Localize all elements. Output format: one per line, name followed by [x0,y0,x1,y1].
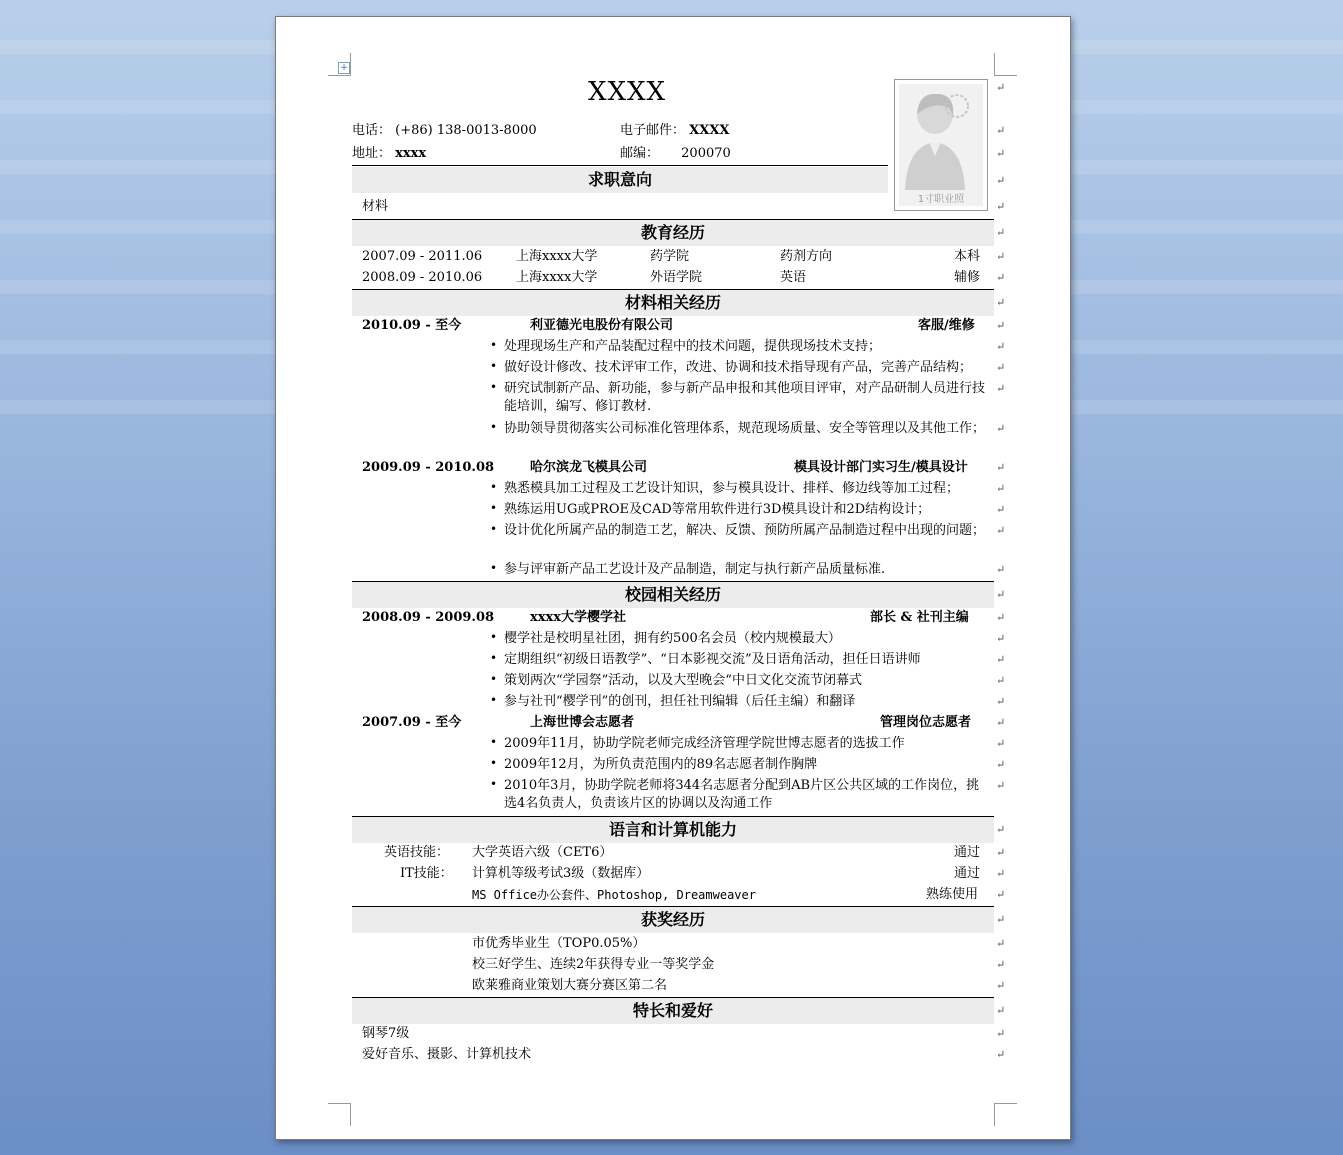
paragraph-mark-icon: ↵ [996,271,1006,284]
section-title-work: 材料相关经历 [352,290,994,316]
job-bullet: 设计优化所属产品的制造工艺，解决、反馈、预防所属产品制造过程中出现的问题； [504,523,986,538]
paragraph-mark-icon: ↵ [996,382,1006,395]
document-page[interactable] [275,16,1071,1140]
campus-bullet: 定期组织“初级日语教学”、“日本影视交流”及日语角活动，担任日语讲师 [504,652,921,667]
award-item: 校三好学生、连续2年获得专业一等奖学金 [472,957,715,972]
paragraph-mark-icon: ↵ [996,695,1006,708]
paragraph-mark-icon: ↵ [996,611,1006,624]
paragraph-mark-icon: ↵ [996,422,1006,435]
paragraph-mark-icon: ↵ [996,1004,1006,1017]
paragraph-mark-icon: ↵ [996,632,1006,645]
paragraph-mark-icon: ↵ [996,124,1006,137]
paragraph-mark-icon: ↵ [996,250,1006,263]
campus-period: 2008.09 - 2009.08 [362,610,495,625]
skill-item: 计算机等级考试3级（数据库） [472,866,650,881]
edu-period: 2007.09 - 2011.06 [362,249,483,264]
campus-role: 部长 & 社刊主编 [870,610,969,625]
job-bullet: 协助领导贯彻落实公司标准化管理体系，规范现场质量、安全等管理以及其他工作； [504,421,986,436]
email-row: 电子邮件： XXXX [620,123,730,138]
objective-content: 材料 [362,199,389,214]
bullet-icon: • [490,338,498,352]
paragraph-mark-icon: ↵ [996,147,1006,160]
bullet-icon: • [490,420,498,434]
bullet-icon: • [490,777,498,791]
job-bullet: 做好设计修改、技术评审工作，改进、协调和技术指导现有产品，完善产品结构； [504,360,973,375]
job-bullet: 熟悉模具加工过程及工艺设计知识，参与模具设计、排样、修边线等加工过程； [504,481,960,496]
paragraph-mark-icon: ↵ [996,937,1006,950]
job-period: 2009.09 - 2010.08 [362,460,495,475]
bullet-icon: • [490,359,498,373]
section-title-objective: 求职意向 [352,167,888,193]
bullet-icon: • [490,672,498,686]
paragraph-mark-icon: ↵ [996,716,1006,729]
bullet-icon: • [490,630,498,644]
edu-degree: 辅修 [954,270,981,285]
table-move-handle-icon[interactable]: + [338,62,350,74]
edu-college: 药学院 [650,249,690,264]
paragraph-mark-icon: ↵ [996,758,1006,771]
resume-name: XXXX [588,77,667,107]
paragraph-mark-icon: ↵ [996,588,1006,601]
paragraph-mark-icon: ↵ [996,361,1006,374]
bullet-icon: • [490,380,498,394]
skill-level: 熟练使用 [926,887,979,902]
campus-bullet: 2009年12月，为所负责范围内的89名志愿者制作胸牌 [504,757,818,772]
paragraph-mark-icon: ↵ [996,867,1006,880]
job-role: 客服/维修 [918,318,975,333]
section-title-skills: 语言和计算机能力 [352,817,994,843]
phone-row: 电话： (+86) 138-0013-8000 [352,123,537,138]
campus-bullet: 樱学社是校明星社团，拥有约500名会员（校内规模最大） [504,631,841,646]
section-title-education: 教育经历 [352,220,994,246]
section-title-hobbies: 特长和爱好 [352,998,994,1024]
bullet-icon: • [490,561,498,575]
paragraph-mark-icon: ↵ [996,653,1006,666]
paragraph-mark-icon: ↵ [996,674,1006,687]
paragraph-mark-icon: ↵ [996,737,1006,750]
edu-degree: 本科 [954,249,981,264]
campus-bullet: 2010年3月，协助学院老师将344名志愿者分配到AB片区公共区域的工作岗位，挑选4名负责人，负责该片区的协调以及沟通工作 [504,778,980,811]
skill-item: 大学英语六级（CET6） [472,845,613,860]
paragraph-mark-icon: ↵ [996,200,1006,213]
paragraph-mark-icon: ↵ [996,296,1006,309]
job-bullet: 熟练运用UG或PROE及CAD等常用软件进行3D模具设计和2D结构设计； [504,502,931,517]
paragraph-mark-icon: ↵ [996,979,1006,992]
edu-major: 药剂方向 [780,249,833,264]
campus-org: xxxx大学樱学社 [530,610,627,625]
paragraph-mark-icon: ↵ [996,1048,1006,1061]
paragraph-mark-icon: ↵ [996,319,1006,332]
bullet-icon: • [490,501,498,515]
skill-item: MS Office办公套件、Photoshop, Dreamweaver [472,888,756,902]
award-item: 欧莱雅商业策划大赛分赛区第二名 [472,978,668,993]
job-company: 哈尔滨龙飞模具公司 [530,460,648,475]
edu-period: 2008.09 - 2010.06 [362,270,483,285]
job-company: 利亚德光电股份有限公司 [530,318,674,333]
paragraph-mark-icon: ↵ [996,503,1006,516]
paragraph-mark-icon: ↵ [996,461,1006,474]
crop-mark [328,1103,351,1126]
address-row: 地址： xxxx [352,146,427,161]
paragraph-mark-icon: ↵ [996,958,1006,971]
job-bullet: 参与评审新产品工艺设计及产品制造，制定与执行新产品质量标准. [504,562,886,577]
paragraph-mark-icon: ↵ [996,340,1006,353]
job-bullet: 处理现场生产和产品装配过程中的技术问题，提供现场技术支持； [504,339,882,354]
bullet-icon: • [490,735,498,749]
paragraph-mark-icon: ↵ [996,913,1006,926]
photo-label: 1寸职业照 [917,194,965,205]
crop-mark [994,1103,1017,1126]
skill-label: IT技能： [400,866,453,881]
paragraph-mark-icon: ↵ [996,563,1006,576]
paragraph-mark-icon: ↵ [996,226,1006,239]
bullet-icon: • [490,522,498,536]
hobby-item: 钢琴7级 [362,1026,410,1041]
paragraph-mark-icon: ↵ [996,81,1006,94]
campus-period: 2007.09 - 至今 [362,715,462,730]
paragraph-mark-icon: ↵ [996,823,1006,836]
bullet-icon: • [490,480,498,494]
paragraph-mark-icon: ↵ [996,846,1006,859]
paragraph-mark-icon: ↵ [996,1027,1006,1040]
campus-bullet: 2009年11月，协助学院老师完成经济管理学院世博志愿者的选拔工作 [504,736,905,751]
section-title-awards: 获奖经历 [352,907,994,933]
bullet-icon: • [490,693,498,707]
zip-row: 邮编： 200070 [620,146,731,161]
bullet-icon: • [490,651,498,665]
edu-school: 上海xxxx大学 [516,270,598,285]
job-bullet: 研究试制新产品、新功能，参与新产品申报和其他项目评审，对产品研制人员进行技能培训，编写、修订教材. [504,381,986,414]
edu-college: 外语学院 [650,270,703,285]
paragraph-mark-icon: ↵ [996,779,1006,792]
campus-role: 管理岗位志愿者 [880,715,972,730]
bullet-icon: • [490,756,498,770]
section-rule [352,165,888,166]
campus-bullet: 参与社刊“樱学刊”的创刊，担任社刊编辑（后任主编）和翻译 [504,694,856,709]
paragraph-mark-icon: ↵ [996,174,1006,187]
paragraph-mark-icon: ↵ [996,888,1006,901]
paragraph-mark-icon: ↵ [996,482,1006,495]
skill-level: 通过 [954,845,981,860]
campus-bullet: 策划两次“学园祭”活动，以及大型晚会“中日文化交流节闭幕式 [504,673,862,688]
award-item: 市优秀毕业生（TOP0.05%） [472,936,646,951]
job-role: 模具设计部门实习生/模具设计 [794,460,968,475]
crop-mark [994,53,1017,76]
skill-label: 英语技能： [384,845,450,860]
skill-level: 通过 [954,866,981,881]
edu-school: 上海xxxx大学 [516,249,598,264]
edu-major: 英语 [780,270,807,285]
campus-org: 上海世博会志愿者 [530,715,635,730]
hobby-item: 爱好音乐、摄影、计算机技术 [362,1047,532,1062]
person-silhouette-icon [899,84,983,190]
paragraph-mark-icon: ↵ [996,524,1006,537]
job-period: 2010.09 - 至今 [362,318,462,333]
section-title-campus: 校园相关经历 [352,582,994,608]
photo-placeholder[interactable] [894,79,988,211]
